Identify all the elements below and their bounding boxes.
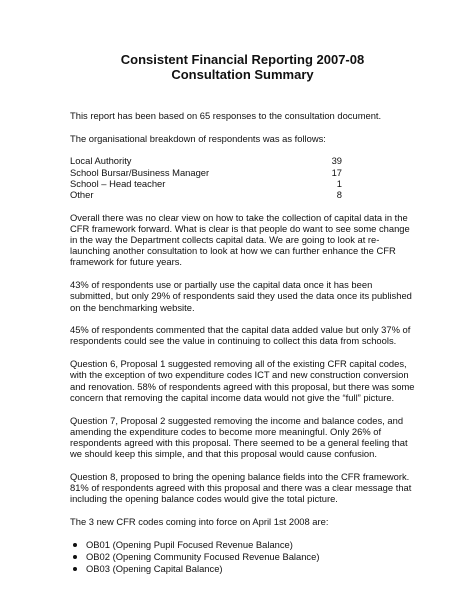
question-8-paragraph: Question 8, proposed to bring the opening balance fields into the CFR framework. 81% of respondents agreed with this proposal and there was a clear message that including the opening balance codes would give the total picture.	[70, 470, 412, 505]
new-codes-intro-paragraph: The 3 new CFR codes coming into force on April 1st 2008 are:	[70, 515, 329, 527]
bullet-icon	[73, 543, 77, 547]
breakdown-label: Local Authority	[70, 155, 132, 167]
breakdown-label: School Bursar/Business Manager	[70, 166, 210, 178]
breakdown-count: 17	[331, 166, 342, 178]
capital-data-use-paragraph: 43% of respondents use or partially use the capital data once it has been submitted, but only 29% of respondents said they used the data once its published on the benchmarking website.	[70, 279, 412, 313]
breakdown-row	[70, 189, 342, 200]
question-6-paragraph: Question 6, Proposal 1 suggested removing all of the existing CFR capital codes, with the exception of two expenditure codes ICT and new construction conversion and renovation. 58% of respondents agreed with this proposal, but there was some concern that removing the capital income data would not give the “full” picture.	[70, 358, 415, 403]
list-item	[70, 563, 415, 575]
bullet-icon	[73, 555, 77, 559]
breakdown-intro-paragraph: The organisational breakdown of respondents was as follows:	[70, 132, 326, 144]
document-page	[70, 52, 415, 575]
document-title	[70, 52, 415, 82]
breakdown-count: 39	[331, 155, 342, 167]
bullet-icon	[73, 567, 77, 571]
breakdown-count: 8	[336, 188, 342, 200]
list-item	[70, 539, 415, 551]
question-7-paragraph: Question 7, Proposal 2 suggested removing the income and balance codes, and amending the expenditure codes to become more meaningful. Only 26% of respondents agreed with this proposal. There seemed to be a general feeling that we should keep this simple, and that this proposal would cause confusion.	[70, 414, 408, 460]
capital-view-paragraph: Overall there was no clear view on how to take the collection of capital data in the CFR framework forward. What is clear is that people do want to see some change in the way the Department collects capital data. We are going to look at re-launching another consultation to look at how we can further enhance the CFR framework for future years.	[70, 211, 410, 268]
code-label: OB01 (Opening Pupil Focused Revenue Balance)	[86, 539, 293, 551]
capital-data-value-paragraph: 45% of respondents commented that the capital data added value but only 37% of respondents could see the value in continuing to collect this data from schools.	[70, 324, 411, 347]
code-label: OB03 (Opening Capital Balance)	[86, 563, 223, 575]
title-line-1: Consistent Financial Reporting 2007-08	[120, 52, 365, 67]
breakdown-row	[70, 155, 342, 166]
breakdown-row	[70, 178, 342, 189]
new-codes-list	[70, 539, 415, 575]
breakdown-label: School – Head teacher	[70, 177, 166, 189]
breakdown-row	[70, 167, 342, 178]
intro-paragraph: This report has been based on 65 responses to the consultation document.	[70, 110, 382, 121]
breakdown-count: 1	[336, 177, 342, 189]
respondent-breakdown-list	[70, 155, 415, 200]
list-item	[70, 551, 415, 563]
title-line-2: Consultation Summary	[171, 67, 314, 82]
breakdown-label: Other	[70, 188, 94, 200]
code-label: OB02 (Opening Community Focused Revenue Balance)	[86, 551, 320, 563]
